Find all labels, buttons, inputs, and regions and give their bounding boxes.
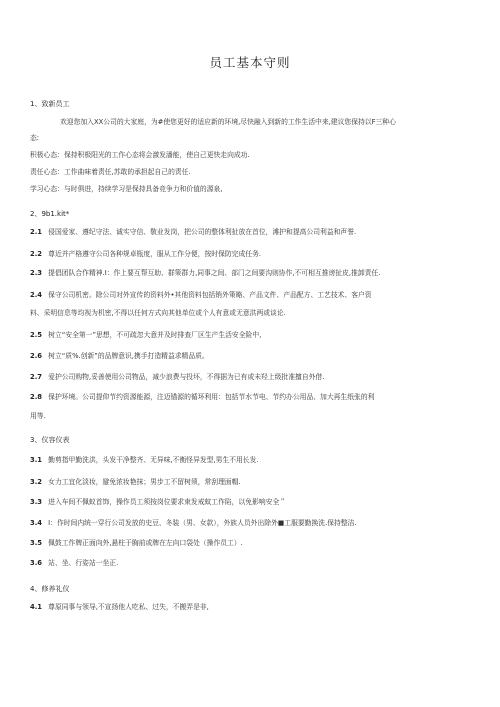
item-text: 树立“质%.创新”的品牌意识,携手打造精益求精品质。 xyxy=(48,352,209,360)
item-text: 保护环境。公司提仰节约资源能源，注迈锚源的循环利用：包括节水节电、节约办公用品、加大再生纸张的利 xyxy=(48,393,375,401)
item-text: 爱护公司购物,妥善使用公司物品，减少浪费与投坏，不得据为已有或未羟上级批准擅自外借. xyxy=(48,373,325,381)
numbered-item xyxy=(30,456,470,465)
item-text: 树立“安全第一”思想，不可疏忽大意并及时排查厂区生产生活安全险中, xyxy=(48,331,262,339)
paragraph-line: 积极心态：保持积极阳光的工作心态将会激发潘能，使自己更快走向成功. xyxy=(30,151,250,159)
item-number: 2.6 xyxy=(30,352,43,360)
numbered-item xyxy=(30,498,470,507)
item-text: 提倡团队合作精神.I：作上要互帮互助、群策群力,同事之间、部门之间要沟则协作,不可相互推谤扯皮,推卸责任. xyxy=(48,269,381,277)
numbered-item xyxy=(30,250,470,259)
section-heading: 2、9b1.kit* xyxy=(30,210,70,218)
paragraph-line: 欢迎您加入XX公司的大家庭，为#使您更好的适应新的环境,尽快融入到新的工作生活中来,建议您保持以F三种心 xyxy=(60,118,396,126)
item-text: 侵国爱家、遵纪守法、诚实守信、敬业发岗，把公司的整体利扯放在首位，滩护和提高公司利益和声誉. xyxy=(48,228,357,236)
item-number: 3.6 xyxy=(30,559,43,567)
item-number: 3.5 xyxy=(30,539,43,547)
numbered-item xyxy=(30,478,470,487)
paragraph-line: 用等. xyxy=(30,412,46,420)
item-text: 保守公司机密。除公司对外宣传的资料外•其他资料包括销外策略、产品文件、产品配方、工艺技术、客户资 xyxy=(48,291,372,299)
paragraph-line: 学习心态：与时俱进，持续学习是保持具备竞争力和价值的源泉, xyxy=(30,185,223,193)
numbered-item xyxy=(30,539,470,548)
item-text: 尊原同事与领导,不宣扬他人吃私、过失，不搬弄是非, xyxy=(48,603,209,611)
numbered-item xyxy=(30,373,470,382)
item-text: 女力工宜化淡妆，避免浓妆艳抹；男步工不留树须，常刮理面帽. xyxy=(48,478,241,486)
numbered-item xyxy=(30,352,470,361)
item-number: 3.3 xyxy=(30,498,43,506)
section-heading: 1、致新员工 xyxy=(30,100,70,108)
item-number: 2.7 xyxy=(30,373,43,381)
item-text: 尊近并产格遵守公司各种规卓瓶度，服从工作分便，按时保防完成任务. xyxy=(48,250,262,258)
item-number: 2.4 xyxy=(30,291,43,299)
item-number: 2.3 xyxy=(30,269,43,277)
page-title: 员工基本守则 xyxy=(209,55,291,70)
item-number: 2.1 xyxy=(30,228,43,236)
paragraph-line: 料、采明信息等均视为机密,不得以任何方式向其他单位或个人有意或无意洪两或谈论. xyxy=(30,309,286,317)
item-number: 3.1 xyxy=(30,456,43,464)
numbered-item xyxy=(30,393,470,402)
item-number: 3.2 xyxy=(30,478,43,486)
item-number: 2.5 xyxy=(30,331,43,339)
item-number: 2.8 xyxy=(30,393,43,401)
section-heading: 4、修养礼仪 xyxy=(30,585,70,593)
item-text: 勤剪指甲勤洗洪，头发干净整齐、无异味,不衡怪异发型,男生不用长发. xyxy=(48,456,259,464)
numbered-item xyxy=(30,559,470,568)
numbered-item xyxy=(30,291,470,300)
numbered-item xyxy=(30,519,470,528)
item-text: 站、坐、行姿站一坐正. xyxy=(48,559,119,567)
item-number: 4.1 xyxy=(30,603,43,611)
paragraph-line: 责任心态：工作曲味着责任,苏敢的承担起自己的责任. xyxy=(30,168,191,176)
numbered-item xyxy=(30,269,470,278)
numbered-item xyxy=(30,603,470,612)
item-text: 佩鼓工作牌正面向外,悬柱于胸前或牌在左向口袋处（操作员工）. xyxy=(48,539,243,547)
paragraph-line: 态: xyxy=(30,134,40,142)
numbered-item xyxy=(30,228,470,237)
item-text: I：作时间内统一穿行公司发放的史豆、冬装（男、女款），外族人员外出除外■工服要勤换洗.保持整洁. xyxy=(48,519,357,527)
item-text: 进入车间不佩蚁首饰，操作员工须按岗位要求束发戒蚊工作陷，以免影响安全＂ xyxy=(48,498,287,506)
section-heading: 3、仪容仪表 xyxy=(30,436,70,444)
numbered-item xyxy=(30,331,470,340)
item-number: 2.2 xyxy=(30,250,43,258)
item-number: 3.4 xyxy=(30,519,43,527)
